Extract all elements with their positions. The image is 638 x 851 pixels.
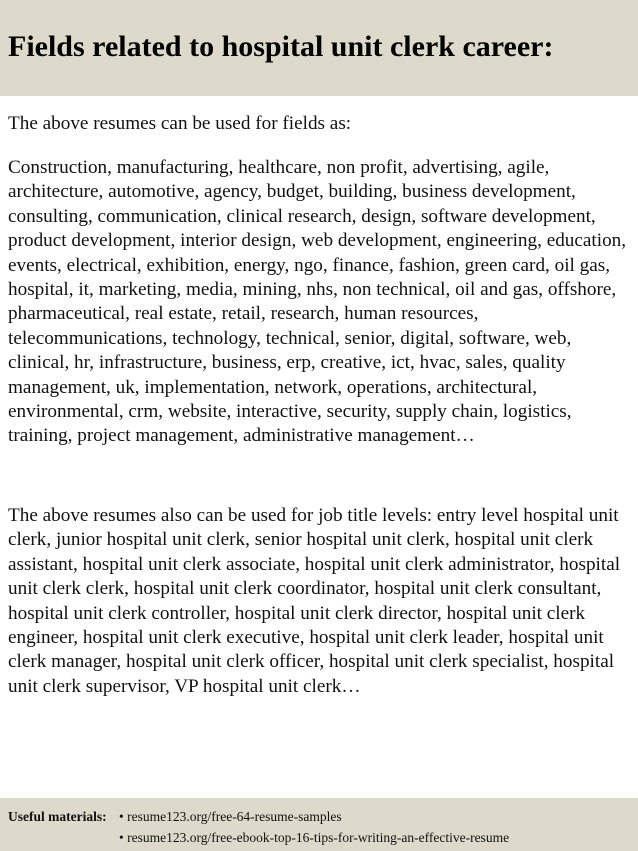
- fields-list-text: Construction, manufacturing, healthcare, non profit, advertising, agile, architecture, automotive, agency, budget, building, business development, consulting, communication, clinical research, design, software development, product development, interior design, web development, engineering, education, events, electrical, exhibition, energy, ngo, finance, fashion, green card, oil gas, hospital, it, marketing, media, mining, nhs, non technical, oil and gas, offshore, pharmaceutical, real estate, retail, research, human resources, telecommunications, technology, technical, senior, digital, software, web, clinical, hr, infrastructure, business, erp, creative, ict, hvac, sales, quality management, uk, implementation, network, operations, architectural, environmental, crm, website, interactive, security, supply chain, logistics, training, project management, administrative management…: [8, 157, 627, 447]
- useful-materials-label: Useful materials:: [8, 809, 107, 824]
- job-levels-text: The above resumes also can be used for job title levels: entry level hospital unit clerk, junior hospital unit clerk, senior hospital unit clerk, hospital unit clerk assistant, hospital unit clerk associate, hospital unit clerk administrator, hospital unit clerk clerk, hospital unit clerk coordinator, hospital unit clerk consultant, hospital unit clerk controller, hospital unit clerk director, hospital unit clerk engineer, hospital unit clerk executive, hospital unit clerk leader, hospital unit clerk manager, hospital unit clerk officer, hospital unit clerk specialist, hospital unit clerk supervisor, VP hospital unit clerk…: [8, 505, 621, 697]
- resume-samples-link[interactable]: • resume123.org/free-64-resume-samples: [119, 809, 342, 824]
- intro-text: The above resumes can be used for fields as:: [8, 113, 352, 134]
- page-title: Fields related to hospital unit clerk career:: [8, 30, 554, 63]
- resume-ebook-link[interactable]: • resume123.org/free-ebook-top-16-tips-for-writing-an-effective-resume: [119, 830, 510, 845]
